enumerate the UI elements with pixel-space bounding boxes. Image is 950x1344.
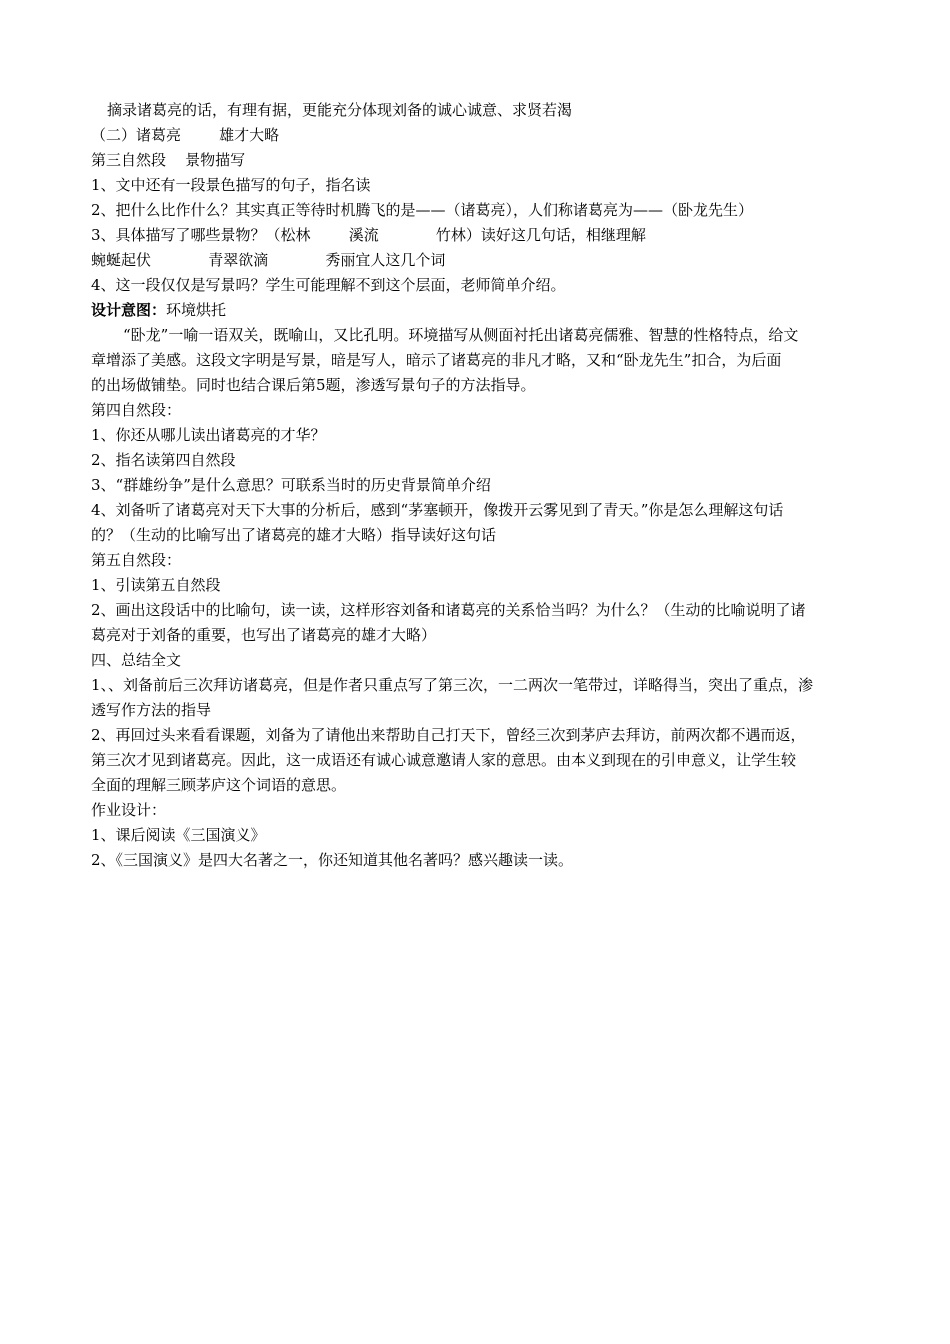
text-line: 蜿蜒起伏 青翠欲滴 秀丽宜人这几个词 xyxy=(91,251,446,269)
design-intent-text: 环境烘托 xyxy=(166,301,227,319)
text-line: 章增添了美感。这段文字明是写景，暗是写人，暗示了诸葛亮的非凡才略，又和“卧龙先生”扣合，为后面 xyxy=(91,351,782,369)
text-line: 2、把什么比作什么？其实真正等待时机腾飞的是——（诸葛亮），人们称诸葛亮为——（卧龙先生） xyxy=(91,201,754,219)
paragraph-heading: 第四自然段： xyxy=(91,401,182,419)
text-line: 的？（生动的比喻写出了诸葛亮的雄才大略）指导读好这句话 xyxy=(91,526,497,544)
text-line: “卧龙”一喻一语双关，既喻山，又比孔明。环境描写从侧面衬托出诸葛亮儒雅、智慧的性格特点，给文 xyxy=(123,326,799,344)
design-intent-line xyxy=(91,298,861,323)
homework-heading: 作业设计： xyxy=(91,801,167,819)
text-line: 1、、刘备前后三次拜访诸葛亮，但是作者只重点写了第三次，一二两次一笔带过，详略得当，突出了重点，渗 xyxy=(91,676,814,694)
text-line: 3、“群雄纷争”是什么意思？可联系当时的历史背景简单介绍 xyxy=(91,476,491,494)
text-line: 3、具体描写了哪些景物？（松林 溪流 竹林）读好这几句话，相继理解 xyxy=(91,226,646,244)
text-line: 1、引读第五自然段 xyxy=(91,576,221,594)
design-intent-label: 设计意图： xyxy=(91,301,167,319)
text-line: 1、课后阅读《三国演义》 xyxy=(91,826,266,844)
text-line: 摘录诸葛亮的话，有理有据，更能充分体现刘备的诚心诚意、求贤若渴 xyxy=(107,101,573,119)
text-line: 全面的理解三顾茅庐这个词语的意思。 xyxy=(91,776,347,794)
text-line: 4、刘备听了诸葛亮对天下大事的分析后，感到“茅塞顿开，像拨开云雾见到了青天。”你是怎么理解这句话 xyxy=(91,501,784,519)
paragraph-heading: 第五自然段： xyxy=(91,551,182,569)
text-line: 葛亮对于刘备的重要，也写出了诸葛亮的雄才大略） xyxy=(91,626,437,644)
text-line: 2、指名读第四自然段 xyxy=(91,451,236,469)
text-line: 透写作方法的指导 xyxy=(91,701,212,719)
paragraph-heading: 第三自然段 景物描写 xyxy=(91,151,246,169)
text-line: 第三次才见到诸葛亮。因此，这一成语还有诚心诚意邀请人家的意思。由本义到现在的引申意义，让学生较 xyxy=(91,751,797,769)
section-heading: 四、总结全文 xyxy=(91,651,182,669)
document-page xyxy=(91,98,861,873)
text-line: 2、《三国演义》是四大名著之一，你还知道其他名著吗？感兴趣读一读。 xyxy=(91,851,574,869)
text-line: 的出场做铺垫。同时也结合课后第5题，渗透写景句子的方法指导。 xyxy=(91,376,536,394)
section-heading: （二）诸葛亮 雄才大略 xyxy=(91,126,280,144)
text-line: 1、文中还有一段景色描写的句子，指名读 xyxy=(91,176,371,194)
text-line: 1、你还从哪儿读出诸葛亮的才华？ xyxy=(91,426,326,444)
text-line: 4、这一段仅仅是写景吗？学生可能理解不到这个层面，老师简单介绍。 xyxy=(91,276,566,294)
text-line: 2、再回过头来看看课题，刘备为了请他出来帮助自己打天下，曾经三次到茅庐去拜访，前两次都不遇而返， xyxy=(91,726,806,744)
text-line: 2、画出这段话中的比喻句，读一读，这样形容刘备和诸葛亮的关系恰当吗？为什么？（生动的比喻说明了诸 xyxy=(91,601,806,619)
